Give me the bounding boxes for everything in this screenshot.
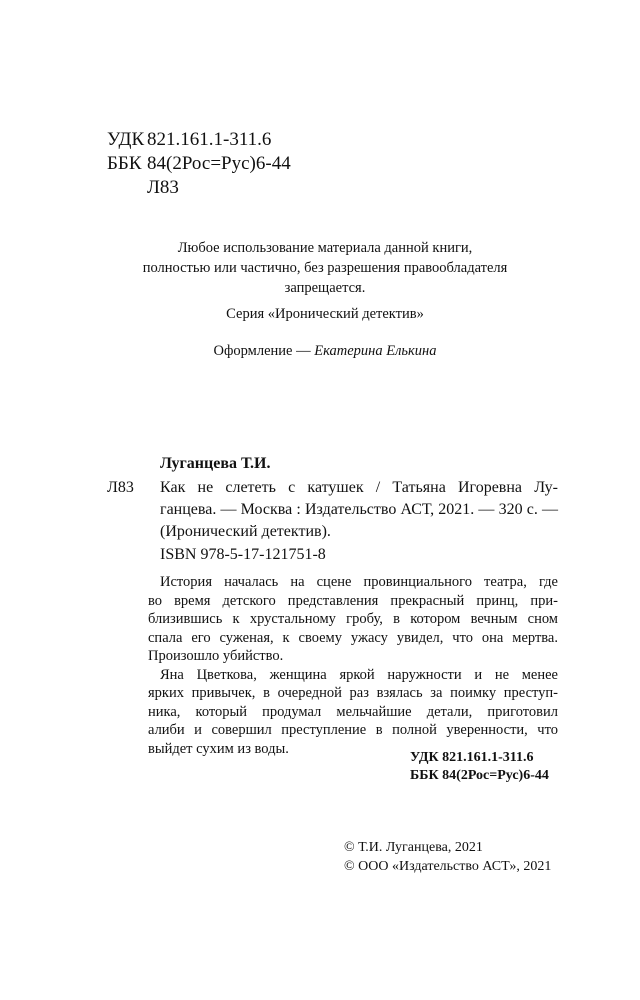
annotation-line: ярких привычек, в очередной раз взялась за поимку преступ-: [148, 685, 558, 701]
udk-row: [107, 128, 291, 152]
annotation-line: близившись к хрустальному гробу, в котором вечным сном: [148, 611, 558, 627]
bbk-key: ББК: [107, 153, 142, 174]
annotation-line: алиби и совершил преступление в полной уверенности, что: [148, 722, 558, 738]
bbk-bottom: ББК 84(2Рос=Рус)6-44: [410, 768, 549, 783]
bib-line-3: (Иронический детектив).: [160, 523, 331, 540]
notice-line-3: запрещается.: [284, 280, 366, 296]
copyright-author: © Т.И. Луганцева, 2021: [344, 840, 483, 855]
copyright-block: [344, 838, 551, 876]
bbk-row: [107, 152, 291, 176]
annotation-line: спала его суженая, к своему ужасу увидел, что она мертва.: [148, 629, 558, 646]
annotation-line: ника, который продумал мельчайшие детали, приготовил: [148, 703, 558, 720]
rights-notice: [120, 238, 530, 298]
udk-bottom: УДК 821.161.1-311.6: [410, 750, 534, 765]
annotation: [148, 573, 558, 758]
isbn: ISBN 978-5-17-121751-8: [160, 546, 326, 563]
catalog-author: Луганцева Т.И.: [160, 455, 271, 472]
design-credit: [120, 341, 530, 361]
annotation-line: выйдет сухим из воды.: [148, 740, 289, 757]
bib-line-1: Как не слететь с катушек / Татьяна Игоревна Лу-: [160, 479, 558, 496]
design-label: Оформление —: [213, 343, 315, 359]
cutter-top: Л83: [147, 177, 179, 198]
notice-line-2: полностью или частично, без разрешения правообладателя: [142, 260, 508, 276]
udk-key: УДК: [107, 129, 145, 150]
copyright-publisher: © ООО «Издательство АСТ», 2021: [344, 859, 552, 874]
catalog-cutter: Л83: [107, 479, 134, 496]
designer-name: Екатерина Елькина: [314, 343, 437, 359]
bibliographic-description: [160, 477, 558, 543]
bib-line-2: ганцева. — Москва : Издательство АСТ, 2021. — 320 с. —: [160, 501, 558, 518]
annotation-line: во время детского представления прекрасный принц, при-: [148, 592, 558, 609]
annotation-line: История началась на сцене провинциального театра, где: [160, 574, 558, 590]
udk-value: 821.161.1-311.6: [147, 129, 272, 150]
bbk-value: 84(2Рос=Рус)6-44: [147, 153, 291, 174]
classification-top: [107, 128, 291, 200]
annotation-line: Яна Цветкова, женщина яркой наружности и не менее: [160, 666, 558, 683]
classification-bottom: [410, 749, 549, 785]
series-line: Серия «Иронический детектив»: [226, 306, 424, 322]
notice-line-1: Любое использование материала данной книги,: [177, 240, 473, 256]
annotation-line: Произошло убийство.: [148, 648, 284, 664]
